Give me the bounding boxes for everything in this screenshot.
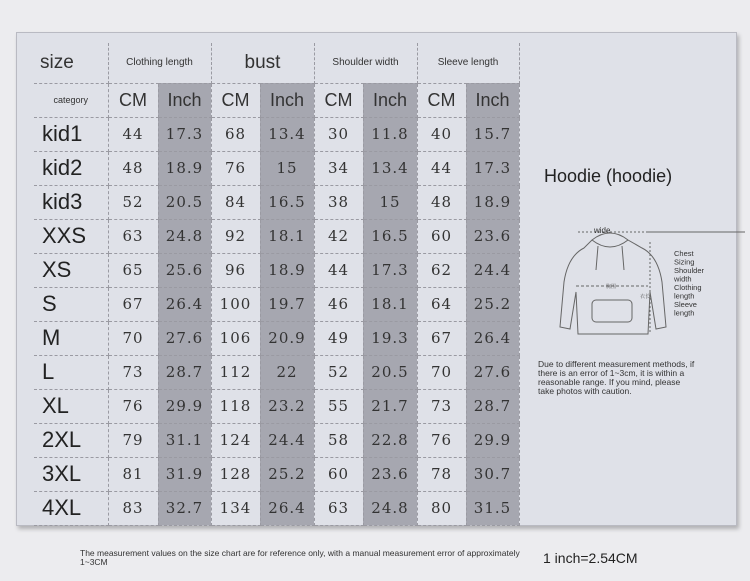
inch-value: 13.4: [363, 151, 417, 185]
inch-value: 29.9: [466, 423, 519, 457]
clothing-length-header: Clothing length: [108, 43, 211, 83]
header-row: [34, 43, 519, 83]
inch-value: 22: [260, 355, 314, 389]
inch-value: 16.5: [260, 185, 314, 219]
table-row: [34, 423, 519, 457]
inch-value: 23.2: [260, 389, 314, 423]
cm-value: 44: [314, 253, 363, 287]
size-label: 3XL: [34, 457, 108, 491]
diagram-legend-item: length: [674, 291, 695, 301]
inch-value: 24.8: [363, 491, 417, 525]
inch-value: 26.4: [466, 321, 519, 355]
cm-value: 96: [211, 253, 260, 287]
cm-value: 65: [108, 253, 158, 287]
inch-value: 20.5: [363, 355, 417, 389]
inch-value: 22.8: [363, 423, 417, 457]
inch-value: 23.6: [466, 219, 519, 253]
unit-cm: CM: [108, 83, 158, 117]
inch-value: 19.3: [363, 321, 417, 355]
inch-value: 24.4: [260, 423, 314, 457]
cm-value: 76: [108, 389, 158, 423]
table-row: [34, 287, 519, 321]
cm-value: 100: [211, 287, 260, 321]
inch-value: 28.7: [466, 389, 519, 423]
size-label: M: [34, 321, 108, 355]
inch-value: 18.9: [260, 253, 314, 287]
inch-value: 32.7: [158, 491, 211, 525]
cm-value: 134: [211, 491, 260, 525]
inch-value: 31.1: [158, 423, 211, 457]
cm-value: 60: [314, 457, 363, 491]
inch-value: 24.8: [158, 219, 211, 253]
size-label: kid2: [34, 151, 108, 185]
size-label: S: [34, 287, 108, 321]
cm-value: 67: [108, 287, 158, 321]
cm-value: 70: [108, 321, 158, 355]
inch-value: 31.9: [158, 457, 211, 491]
size-chart-table: [34, 43, 520, 526]
inch-value: 17.3: [466, 151, 519, 185]
cm-value: 63: [108, 219, 158, 253]
size-label: XS: [34, 253, 108, 287]
cm-value: 46: [314, 287, 363, 321]
hoodie-diagram: [550, 222, 745, 352]
inch-value: 29.9: [158, 389, 211, 423]
bust-header: bust: [211, 43, 314, 83]
inch-value: 16.5: [363, 219, 417, 253]
inch-value: 18.9: [466, 185, 519, 219]
cm-value: 64: [417, 287, 466, 321]
inch-value: 15.7: [466, 117, 519, 151]
cm-value: 60: [417, 219, 466, 253]
unit-conversion: 1 inch=2.54CM: [543, 550, 638, 566]
cm-value: 92: [211, 219, 260, 253]
table-row: [34, 253, 519, 287]
diagram-legend-item: length: [674, 308, 695, 318]
footer-note: The measurement values on the size chart are for reference only, with a manual measurement error of approximately 1~3CM: [80, 548, 520, 567]
inch-value: 26.4: [158, 287, 211, 321]
cm-value: 83: [108, 491, 158, 525]
table-row: [34, 457, 519, 491]
product-title: Hoodie (hoodie): [544, 166, 673, 186]
inch-value: 26.4: [260, 491, 314, 525]
cm-value: 112: [211, 355, 260, 389]
inch-value: 18.1: [363, 287, 417, 321]
inch-value: 28.7: [158, 355, 211, 389]
cm-value: 81: [108, 457, 158, 491]
cm-value: 84: [211, 185, 260, 219]
diagram-legend-item: Chest: [674, 249, 694, 258]
inch-value: 23.6: [363, 457, 417, 491]
unit-inch: Inch: [363, 83, 417, 117]
cm-value: 79: [108, 423, 158, 457]
inch-value: 25.6: [158, 253, 211, 287]
size-label: 2XL: [34, 423, 108, 457]
unit-cm: CM: [211, 83, 260, 117]
cm-value: 76: [417, 423, 466, 457]
table-row: [34, 219, 519, 253]
svg-text:胸围: 胸围: [606, 284, 617, 290]
cm-value: 106: [211, 321, 260, 355]
inch-value: 15: [260, 151, 314, 185]
inch-value: 27.6: [158, 321, 211, 355]
inch-value: 19.7: [260, 287, 314, 321]
table-row: [34, 185, 519, 219]
cm-value: 76: [211, 151, 260, 185]
cm-value: 58: [314, 423, 363, 457]
sleeve-length-header: Sleeve length: [417, 43, 519, 83]
size-label: kid1: [34, 117, 108, 151]
inch-value: 18.1: [260, 219, 314, 253]
shoulder-width-header: Shoulder width: [314, 43, 417, 83]
cm-value: 48: [108, 151, 158, 185]
cm-value: 40: [417, 117, 466, 151]
diagram-legend-item: width: [674, 274, 692, 284]
size-label: kid3: [34, 185, 108, 219]
cm-value: 49: [314, 321, 363, 355]
inch-value: 13.4: [260, 117, 314, 151]
cm-value: 38: [314, 185, 363, 219]
table-row: [34, 355, 519, 389]
table-row: [34, 491, 519, 525]
wide-label: wide: [594, 226, 611, 235]
cm-value: 80: [417, 491, 466, 525]
inch-value: 27.6: [466, 355, 519, 389]
inch-value: 17.3: [363, 253, 417, 287]
unit-cm: CM: [417, 83, 466, 117]
cm-value: 62: [417, 253, 466, 287]
cm-value: 70: [417, 355, 466, 389]
inch-value: 11.8: [363, 117, 417, 151]
inch-value: 25.2: [260, 457, 314, 491]
cm-value: 34: [314, 151, 363, 185]
cm-value: 63: [314, 491, 363, 525]
inch-value: 20.5: [158, 185, 211, 219]
unit-cm: CM: [314, 83, 363, 117]
cm-value: 42: [314, 219, 363, 253]
size-label: XXS: [34, 219, 108, 253]
diagram-legend-item: Shoulder: [674, 266, 705, 275]
inch-value: 31.5: [466, 491, 519, 525]
table-row: [34, 321, 519, 355]
cm-value: 44: [108, 117, 158, 151]
unit-inch: Inch: [466, 83, 519, 117]
inch-value: 30.7: [466, 457, 519, 491]
cm-value: 67: [417, 321, 466, 355]
size-label: 4XL: [34, 491, 108, 525]
unit-inch: Inch: [158, 83, 211, 117]
cm-value: 30: [314, 117, 363, 151]
category-header: category: [34, 83, 108, 117]
cm-value: 52: [314, 355, 363, 389]
cm-value: 124: [211, 423, 260, 457]
cm-value: 55: [314, 389, 363, 423]
measurement-disclaimer: Due to different measurement methods, if there is an error of 1~3cm, it is within a reasonable range. If you mind, please take photos with caution.: [538, 359, 695, 396]
unit-inch: Inch: [260, 83, 314, 117]
cm-value: 68: [211, 117, 260, 151]
cm-value: 73: [417, 389, 466, 423]
cm-value: 44: [417, 151, 466, 185]
diagram-legend-item: Sizing: [674, 257, 695, 267]
inch-value: 24.4: [466, 253, 519, 287]
inch-value: 21.7: [363, 389, 417, 423]
svg-text:衣长: 衣长: [640, 294, 651, 300]
table-row: [34, 117, 519, 151]
inch-value: 15: [363, 185, 417, 219]
size-label: L: [34, 355, 108, 389]
inch-value: 20.9: [260, 321, 314, 355]
unit-row: [34, 83, 519, 117]
size-header: size: [34, 43, 108, 83]
cm-value: 118: [211, 389, 260, 423]
table-row: [34, 151, 519, 185]
cm-value: 73: [108, 355, 158, 389]
size-label: XL: [34, 389, 108, 423]
diagram-legend-item: Sleeve: [674, 300, 697, 309]
inch-value: 25.2: [466, 287, 519, 321]
diagram-legend-item: Clothing: [674, 283, 702, 292]
table-row: [34, 389, 519, 423]
inch-value: 17.3: [158, 117, 211, 151]
cm-value: 128: [211, 457, 260, 491]
cm-value: 48: [417, 185, 466, 219]
inch-value: 18.9: [158, 151, 211, 185]
cm-value: 52: [108, 185, 158, 219]
cm-value: 78: [417, 457, 466, 491]
